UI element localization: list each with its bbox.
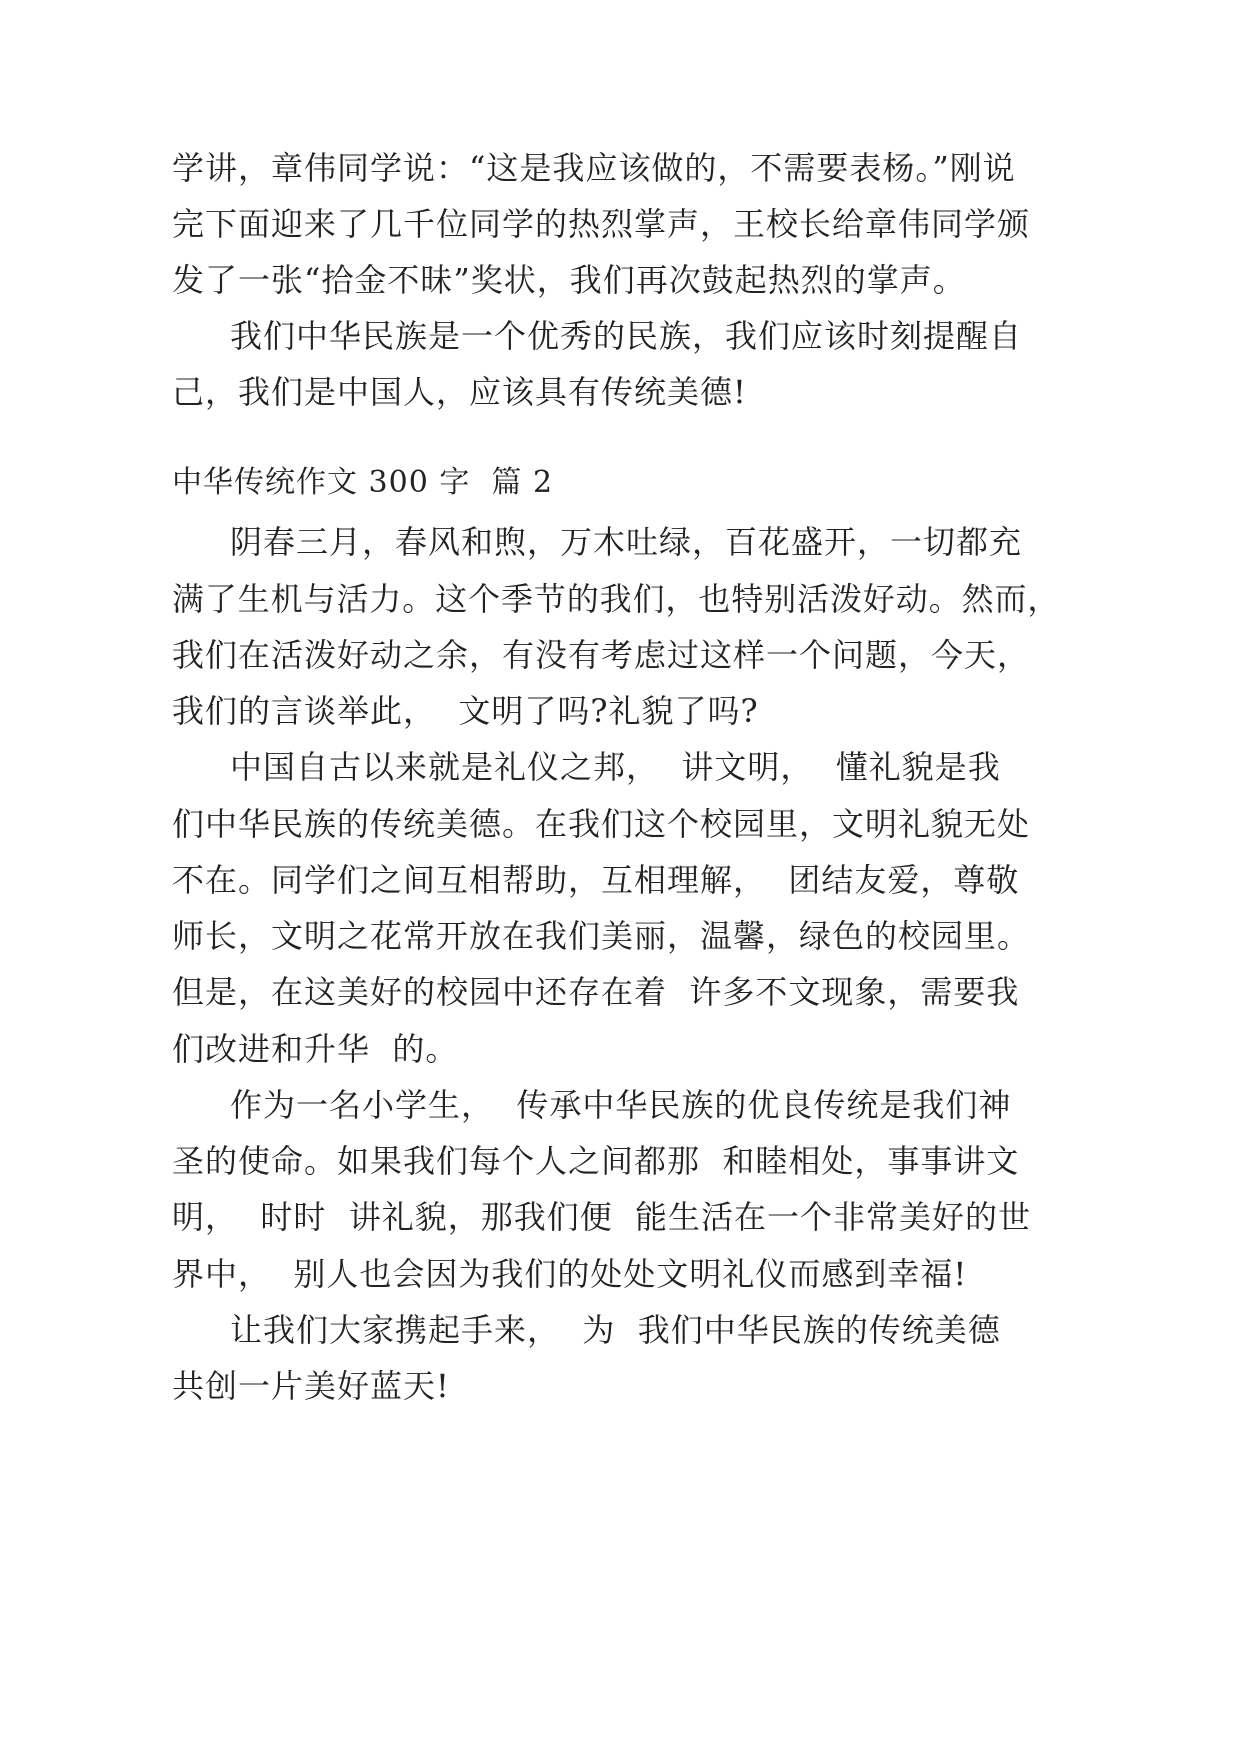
- text-line: 我们的言谈举此， 文明了吗?礼貌了吗?: [172, 692, 759, 730]
- text-line: 师长，文明之花常开放在我们美丽，温馨，绿色的校园里。: [172, 917, 1031, 955]
- text-line: 们改进和升华 的。: [172, 1030, 459, 1068]
- text-line: 发了一张“拾金不昧”奖状，我们再次鼓起热烈的掌声。: [172, 261, 966, 299]
- text-line: 我们在活泼好动之余，有没有考虑过这样一个问题，今天，: [172, 636, 1031, 674]
- section-heading: 中华传统作文 300 字 篇 2: [172, 465, 554, 500]
- text-line: 界中， 别人也会因为我们的处处文明礼仪而感到幸福!: [172, 1255, 968, 1293]
- text-line: 己，我们是中国人，应该具有传统美德!: [172, 373, 747, 411]
- text-line: 阴春三月，春风和煦，万木吐绿，百花盛开，一切都充: [230, 523, 1023, 561]
- text-line: 完下面迎来了几千位同学的热烈掌声，王校长给章伟同学颁: [172, 205, 1031, 243]
- text-line: 作为一名小学生， 传承中华民族的优良传统是我们神: [230, 1086, 1012, 1124]
- text-line: 圣的使命。如果我们每个人之间都那 和睦相处，事事讲文: [172, 1142, 1020, 1180]
- text-line: 但是，在这美好的校园中还存在着 许多不文现象，需要我: [172, 973, 1020, 1011]
- text-line: 学讲，章伟同学说：“这是我应该做的，不需要表杨。”刚说: [172, 149, 1016, 187]
- text-line: 满了生机与活力。这个季节的我们，也特别活泼好动。然而，: [172, 580, 1061, 618]
- text-line: 我们中华民族是一个优秀的民族，我们应该时刻提醒自: [230, 317, 1023, 355]
- text-line: 让我们大家携起手来， 为 我们中华民族的传统美德: [230, 1311, 1001, 1349]
- text-line: 不在。同学们之间互相帮助，互相理解， 团结友爱，尊敬: [172, 861, 1020, 899]
- text-line: 中国自古以来就是礼仪之邦， 讲文明， 懂礼貌是我: [230, 748, 1001, 786]
- text-line: 们中华民族的传统美德。在我们这个校园里，文明礼貌无处: [172, 805, 1031, 843]
- text-line: 明， 时时 讲礼貌，那我们便 能生活在一个非常美好的世: [172, 1198, 1032, 1236]
- text-line: 共创一片美好蓝天!: [172, 1367, 450, 1405]
